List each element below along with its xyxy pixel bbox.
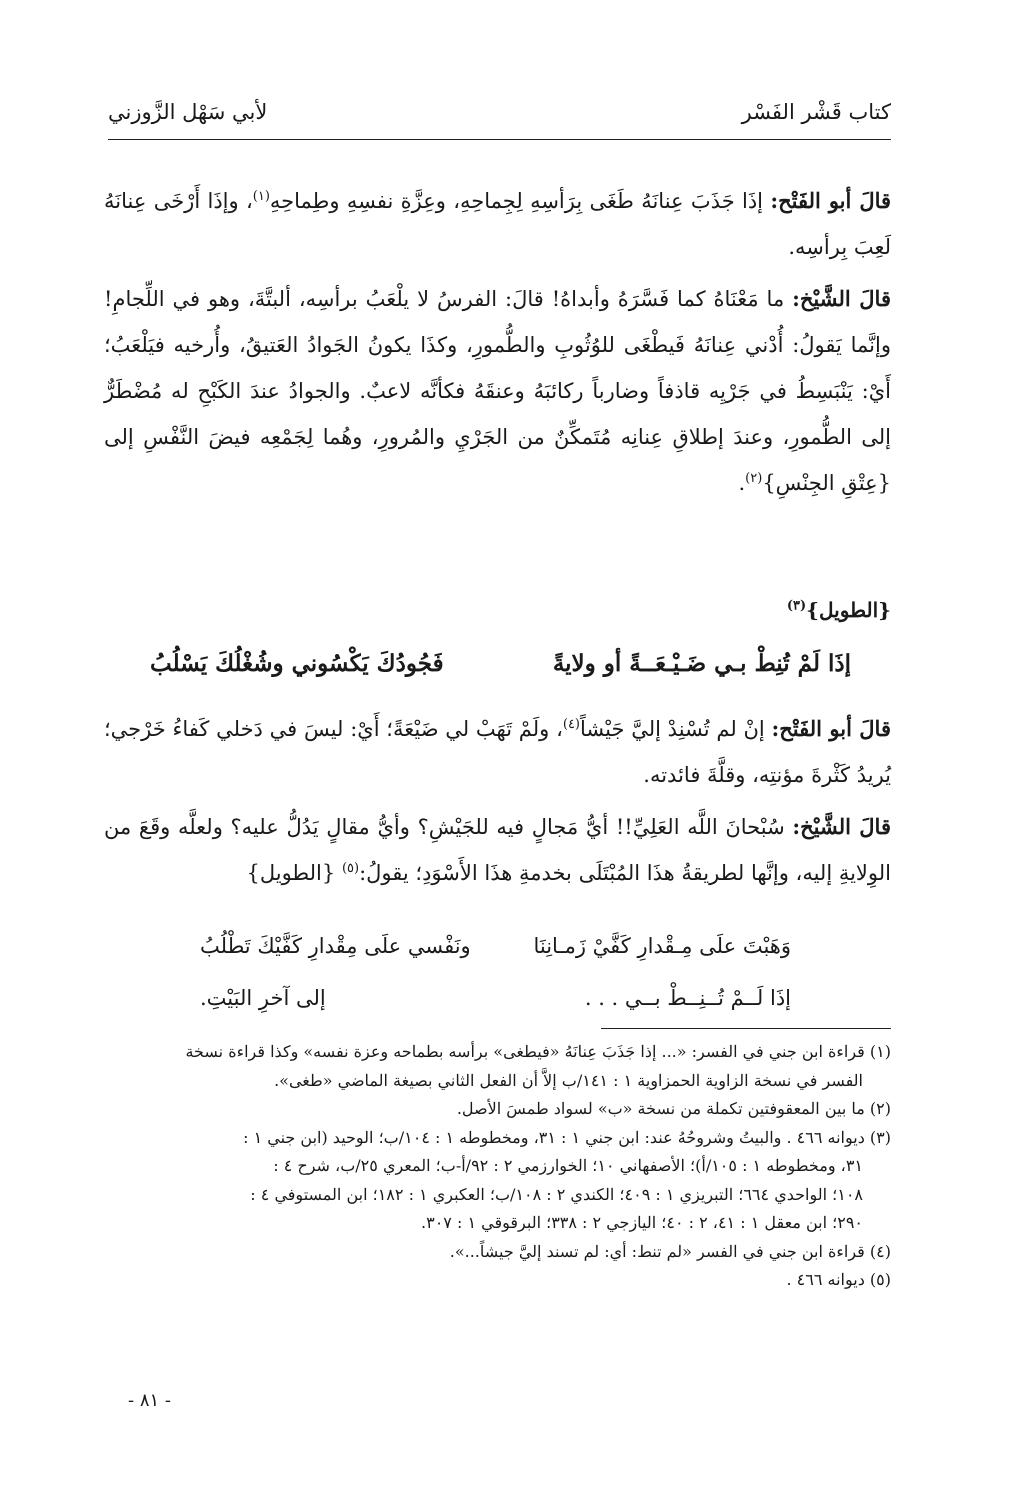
verse-first-hemistich: إذَا لَمْ تُنِطْ بـي ضَـيْـعَــةً أو ولايةً (552, 650, 851, 677)
footnote-continuation: ٣١، ومخطوطه ١ : ١٠٥/أ)؛ الأصفهاني ١٠؛ الخوارزمي ٢ : ٩٢/أ-ب؛ المعري ٢٥/ب، شرح ٤ : (273, 1156, 863, 1175)
main-text-block-1 (104, 178, 891, 512)
paragraph-text: ، وإذَا أَرْخَى عِنانَهُ لَعِبَ بِرأسِه. (104, 189, 891, 259)
footnote-continuation: ٢٩٠؛ ابن معقل ١ : ٤١، ٢ : ٤٠؛ اليازجي ٢ : ٣٣٨؛ البرقوقي ١ : ٣٠٧. (421, 1213, 863, 1232)
paragraph (104, 804, 891, 896)
paragraph (104, 706, 891, 798)
verse-line (150, 650, 851, 677)
footnote: (٤) قراءة ابن جني في الفسر «لم تنط: أي: لم تسند إليَّ جيشاً...». (449, 1241, 891, 1261)
speaker-label: قالَ الشَّيْخ: (792, 286, 891, 311)
footnotes (104, 1038, 891, 1295)
footnote-continuation: ١٠٨؛ الواحدي ٦٦٤؛ التبريزي ١ : ٤٠٩؛ الكندي ٢ : ١٠٨/ب؛ العكبري ١ : ١٨٢؛ ابن المستوفي ٤ : (250, 1184, 863, 1204)
paragraph (104, 276, 891, 506)
verse-line (200, 920, 791, 972)
verse-second-hemistich: إلى آخرِ البَيْتِ. (200, 986, 326, 1010)
footnote: (١) قراءة ابن جني في الفسر: «... إذا جَذَبَ عِنانَهُ «فيطغى» برأسه بطماحه وعزة نفسه» وكذا قراءة نسخة (185, 1042, 891, 1061)
paragraph-text: إذَا جَذَبَ عِنانَهُ طَغَى بِرَأسِهِ لِجِماحِهِ، وعِزَّةِ نفسِهِ وطِماحِهِ (269, 189, 771, 213)
footnote-ref[interactable]: (١) (252, 189, 270, 204)
paragraph (104, 178, 891, 270)
author-name: لأبي سَهْل الزَّوزني (108, 100, 268, 124)
paragraph-text: ، ولَمْ تَهَبْ لي ضَيْعَةً؛ أَيْ: ليسَ في دَخلي كَفاءُ خَرْجي؛ يُريدُ كَثْرةَ مؤنتِه، وقلَّةَ فائدته. (104, 717, 891, 787)
paragraph-text: {الطويل} (246, 861, 342, 885)
book-title: كتاب قَشْر الفَسْر (741, 100, 891, 124)
footnote-ref[interactable]: (٥) (341, 861, 360, 876)
running-head (108, 100, 891, 134)
verse-line (200, 972, 791, 1024)
speaker-label: قالَ الشَّيْخ: (792, 814, 891, 839)
footnote-ref[interactable]: (٢) (745, 471, 763, 486)
verse-first-hemistich: وَهَبْتَ علَى مِـقْدارِ كَفَّيْ زَمـانِنَا (533, 934, 791, 958)
footnote-ref[interactable]: (٣) (786, 598, 807, 614)
footnote: (٢) ما بين المعقوفتين تكملة من نسخة «ب» لسواد طمسَ الأصل. (456, 1099, 891, 1118)
footnote-rule (601, 1028, 891, 1029)
footnote-ref[interactable]: (٤) (562, 717, 580, 732)
meter-name: {الطويل} (806, 598, 891, 622)
verse-second-hemistich: فَجُودُكَ يَكْسُوني وشُغْلُكَ يَسْلُبُ (150, 650, 444, 677)
paragraph-text: ما مَعْنَاهُ كما فَسَّرَهُ وأبداهُ! قالَ: الفرسُ لا يلْعَبُ برأسِه، ألبتَّةَ، وهو في اللِّجامِ! وإنَّما يَقولُ: أُدْني عِنانَهُ فَيطْغَى للوُثُوبِ والطُّمورِ، وكذَا يكونُ الجَوادُ العَتيقُ، وأُرخيه فيَلْعَبُ؛ أَيْ: يَنْبَسِطُ في جَرْيِه قاذفاً وضارباً ركائبَهُ وعنقَهُ فكأنَّه لاعبٌ. والجوادُ عندَ الكَبْحِ له مُضْطَرٌّ إلى الطُّمورِ، وعندَ إطلاقِ عِنانِه مُتَمكِّنٌ من الجَرْيِ والمُرورِ، وهُما لِجَمْعِه فيضَ النَّفْسِ إلى {عِتْقِ الجِنْسِ} (104, 287, 891, 495)
verse-second-hemistich: ونَفْسي علَى مِقْدارِ كَفَّيْكَ تَطْلُبُ (200, 934, 471, 958)
footnote: (٣) ديوانه ٤٦٦ . والبيتُ وشروحُهُ عند: ابن جني ١ : ٣١، ومخطوطه ١ : ١٠٤/ب؛ الوحيد (ابن جني ١ : (243, 1127, 891, 1147)
paragraph-text: سُبْحانَ اللَّه العَلِيِّ!! أيُّ مَجالٍ فيه للجَيْشِ؟ وأيُّ مقالٍ يَدُلُّ عليه؟ ولعلَّه وقَعَ من الوِلايةِ إليه، وإنَّها لطريقةُ هذَا المُبْتَلَى بخدمةِ هذَا الأَسْوَدِ؛ يقولُ: (104, 815, 891, 885)
paragraph-text: . (738, 471, 746, 495)
page-number: - ٨١ - (128, 1390, 171, 1411)
footnote: (٥) ديوانه ٤٦٦ . (786, 1270, 891, 1289)
header-rule (108, 139, 891, 140)
paragraph-text: إنْ لم تُسْنِدْ إليَّ جَيْشاً (580, 717, 772, 741)
main-text-block-2 (104, 706, 891, 902)
footnote-continuation: الفسر في نسخة الزاوية الحمزاوية ١ : ١٤١/ب إلاَّ أن الفعل الثاني بصيغة الماضي «طغى». (274, 1070, 863, 1090)
speaker-label: قالَ أبو الفَتْح: (771, 716, 891, 741)
meter-label (787, 598, 891, 622)
quoted-verse (200, 920, 791, 1024)
speaker-label: قالَ أبو الفَتْح: (770, 188, 892, 213)
verse-first-hemistich: إذَا لَــمْ تُــنِــطْ بــي . . . (584, 986, 791, 1010)
